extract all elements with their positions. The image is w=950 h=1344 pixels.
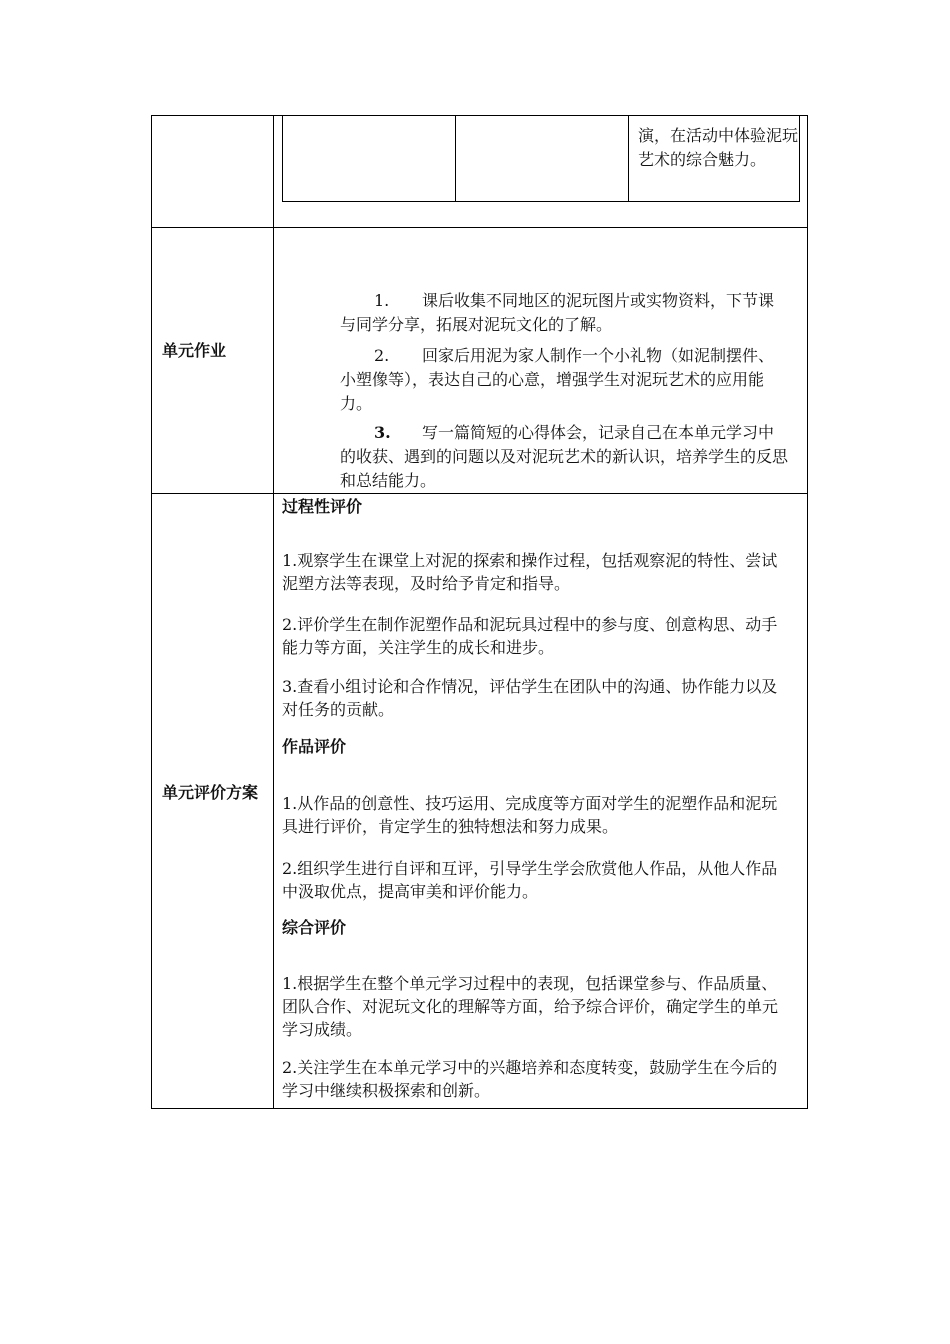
nested-column-divider-1 [455,116,456,201]
process-item-1: 1.观察学生在课堂上对泥的探索和操作过程，包括观察泥的特性、尝试泥塑方法等表现，及时给予肯定和指导。 [282,551,778,593]
comprehensive-item-2: 2.关注学生在本单元学习中的兴趣培养和态度转变，鼓励学生在今后的学习中继续积极探索和创新。 [282,1058,778,1100]
comprehensive-evaluation-title: 综合评价 [282,918,347,937]
lesson-plan-table [151,115,808,1109]
homework-item-1 [340,289,788,337]
process-item-2: 2.评价学生在制作泥塑作品和泥玩具过程中的参与度、创意构思、动手能力等方面，关注学生的成长和进步。 [282,615,778,657]
homework-item-1-text: 课后收集不同地区的泥玩图片或实物资料，下节课与同学分享，拓展对泥玩文化的了解。 [340,291,775,334]
process-evaluation-title: 过程性评价 [282,497,363,516]
row-divider-2 [152,493,807,494]
homework-item-2 [340,344,788,416]
homework-item-3-text: 写一篇简短的心得体会，记录自己在本单元学习中的收获、遇到的问题以及对泥玩艺术的新认识，培养学生的反思和总结能力。 [340,423,789,490]
homework-item-1-number: 1. [374,291,390,310]
evaluation-label: 单元评价方案 [162,783,259,802]
nested-activity-table [282,116,800,202]
homework-item-3 [340,421,788,493]
nested-cell-text: 演，在活动中体验泥玩艺术的综合魅力。 [638,126,799,169]
work-item-2: 2.组织学生进行自评和互评，引导学生学会欣赏他人作品，从他人作品中汲取优点，提高审美和评价能力。 [282,859,778,901]
column-divider [273,116,274,1108]
nested-column-divider-2 [628,116,629,201]
work-item-1: 1.从作品的创意性、技巧运用、完成度等方面对学生的泥塑作品和泥玩具进行评价，肯定学生的独特想法和努力成果。 [282,794,778,836]
homework-item-2-text: 回家后用泥为家人制作一个小礼物（如泥制摆件、小塑像等），表达自己的心意，增强学生对泥玩艺术的应用能力。 [340,346,775,413]
row-divider-1 [152,227,807,228]
homework-item-3-number: 3. [374,423,391,442]
homework-item-2-number: 2. [374,346,390,365]
work-evaluation-title: 作品评价 [282,737,347,756]
homework-label: 单元作业 [162,341,227,360]
process-item-3: 3.查看小组讨论和合作情况，评估学生在团队中的沟通、协作能力以及对任务的贡献。 [282,677,778,719]
comprehensive-item-1: 1.根据学生在整个单元学习过程中的表现，包括课堂参与、作品质量、团队合作、对泥玩文化的理解等方面，给予综合评价，确定学生的单元学习成绩。 [282,974,779,1039]
